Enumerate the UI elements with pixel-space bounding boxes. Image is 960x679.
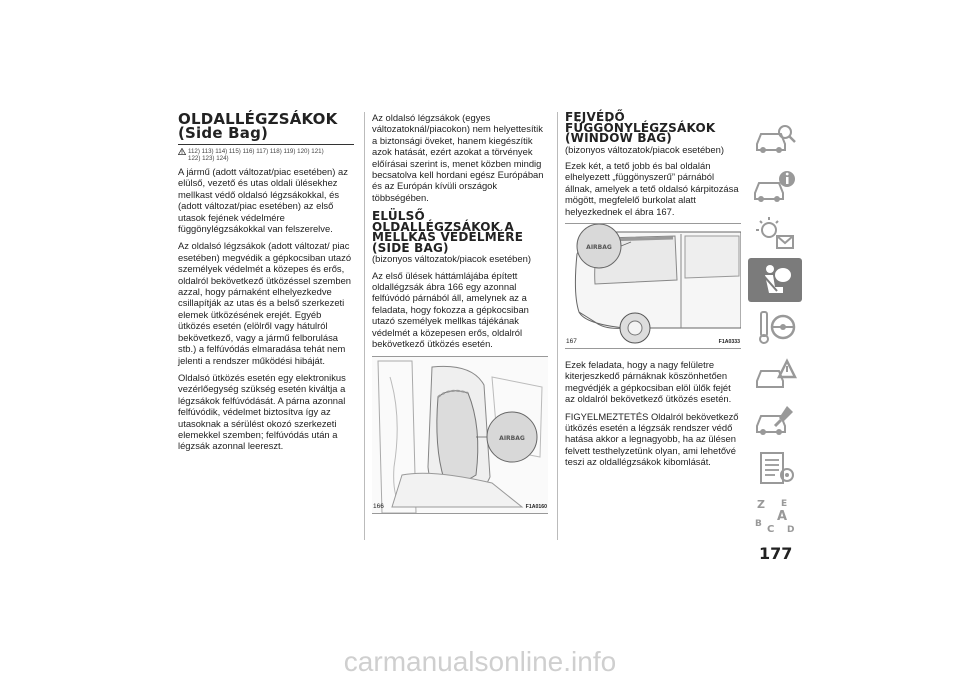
sidebar-item-technical-data[interactable] (748, 446, 802, 490)
figure-code: F1A0160 (525, 503, 547, 510)
svg-text:A: A (777, 509, 788, 524)
title-rule (178, 144, 354, 145)
sidebar-item-maintenance[interactable] (748, 399, 802, 443)
sidebar-item-dashboard[interactable] (748, 117, 802, 161)
figure-number: 166 (373, 502, 384, 510)
column-right (565, 112, 741, 474)
figure-code: F1A0333 (718, 338, 740, 345)
sidebar-item-emergency[interactable] (748, 352, 802, 396)
sidebar-item-safety[interactable] (748, 258, 802, 302)
breakdown-triangle-icon (753, 355, 797, 393)
page-title: OLDALLÉGZSÁKOK (Side Bag) (178, 110, 338, 142)
sidebar-item-index[interactable] (748, 493, 802, 537)
chapter-sidebar (748, 117, 802, 540)
warning-triangle-icon (178, 148, 186, 155)
column-divider (557, 112, 558, 540)
sidebar-item-warning-lights[interactable] (748, 211, 802, 255)
paragraph: Oldalsó ütközés esetén egy elektronikus vezérlőegység szükség esetén kiváltja a légzsákok felfúvódását. A párna azonnal felfúvódik, védelmet biztosítva így az utasoknak a sérülést okozó szerkezeti elemekkel szemben; felfúvódás után a légzsák azonnal leereszt. (178, 371, 346, 452)
paragraph: Az első ülések háttámlájába épített oldallégzsák ábra 166 egy azonnal felfúvódó párnából áll, amelynek az a feladata, hogy fokozza a gépkocsiban utazó személyek mellkas tájékának védelmét a közepesen erős, oldalról bekövetkező ütközés esetén. (372, 269, 529, 350)
van-window-airbag-illustration (565, 224, 741, 348)
paragraph: FIGYELMEZTETÉS Oldalról bekövetkező ütközés esetén a légzsák rendszer védő hatása akkor a legnagyobb, ha az ülésen felvett testhelyzetünk olyan, ami lehetővé teszi az oldallégzsákok kibomlását. (565, 410, 739, 468)
figure-167 (565, 223, 741, 349)
section-subtitle: (bizonyos változatok/piacok esetében) (565, 143, 724, 155)
svg-text:B: B (755, 519, 762, 529)
paragraph: Ezek két, a tető jobb és bal oldalán elhelyezett „függönyszerű” párnából állnak, amelyek a tető oldalsó kárpitozása mögött, megfelelő burkolat alatt helyezkednek el ábra 167. (565, 159, 739, 217)
column-middle (372, 112, 548, 524)
car-info-icon (753, 167, 797, 205)
watermark: carmanualsonline.info (343, 646, 617, 677)
column-left (178, 112, 354, 458)
page-number: 177 (759, 544, 793, 563)
sidebar-item-starting-driving[interactable] (748, 305, 802, 349)
svg-text:D: D (787, 525, 795, 534)
airbag-seat-icon (753, 261, 797, 299)
airbag-label: AIRBAG (499, 434, 525, 442)
seat-airbag-illustration (372, 357, 548, 513)
paragraph: A jármű (adott változat/piac esetében) az elülső, vezető és utas oldali ülésekhez mellkast védő oldalsó légzsákokkal, és (adott változat/piac esetében) az első utasok fejének védelmére függönylégzsákokkal van felszerelve. (178, 166, 348, 235)
sidebar-item-knowledge[interactable] (748, 164, 802, 208)
airbag-label: AIRBAG (586, 243, 612, 251)
car-search-icon (753, 120, 797, 158)
paragraph: Ezek feladata, hogy a nagy felületre kiterjeszkedő párnáknak köszönhetően megvédjék a gépkocsiban elöl ülők fejét az oldalról bekövetkező ütközés esetén. (565, 358, 732, 405)
key-steering-icon (753, 308, 797, 346)
alphabet-index-icon (753, 496, 797, 534)
paragraph: Az oldalsó légzsákok (egyes változatoknál/piacokon) nem helyettesítik a biztonsági öveket, hanem kiegészítik azok hatását, ezért azokat a törvények előírásai szerint is, menet közben mindig becsatolva kell hordani egész Európában és az Európán kívüli országok többségében. (372, 112, 544, 203)
data-sheet-icon (753, 449, 797, 487)
warning-light-icon (753, 214, 797, 252)
column-divider (364, 112, 365, 540)
figure-166 (372, 356, 548, 514)
section-heading: FEJVÉDŐ FÜGGÖNYLÉGZSÁKOK (WINDOW BAG) (565, 110, 716, 145)
warning-references: 112) 113) 114) 115) 116) 117) 118) 119) 120) 121) 122) 123) 124) (178, 148, 354, 162)
svg-text:Z: Z (757, 498, 765, 511)
svg-text:C: C (767, 524, 775, 534)
section-subtitle: (bizonyos változatok/piacok esetében) (372, 253, 531, 265)
maintenance-icon (753, 402, 797, 440)
svg-text:E: E (781, 499, 788, 509)
figure-number: 167 (566, 337, 577, 345)
section-heading: ELÜLSŐ OLDALLÉGZSÁKOK A MELLKAS VÉDELMÉRE (SIDE BAG) (372, 209, 524, 255)
paragraph: Az oldalsó légzsákok (adott változat/ piac esetében) megvédik a gépkocsiban utazó személyek védelmét a közepes és erős, oldalról bekövetkező ütközéssel szemben azzal, hogy párnaként elhelyezkedve csillapítják az utas és a belső szerkezeti elemek ütközésének erejét. Egyéb ütközés esetén (elölről vagy hátulról bekövetkező, vagy a jármű felborulása stb.) a felfúvódás elmaradása tehát nem jelenti a rendszer működési hibáját. (178, 240, 352, 366)
